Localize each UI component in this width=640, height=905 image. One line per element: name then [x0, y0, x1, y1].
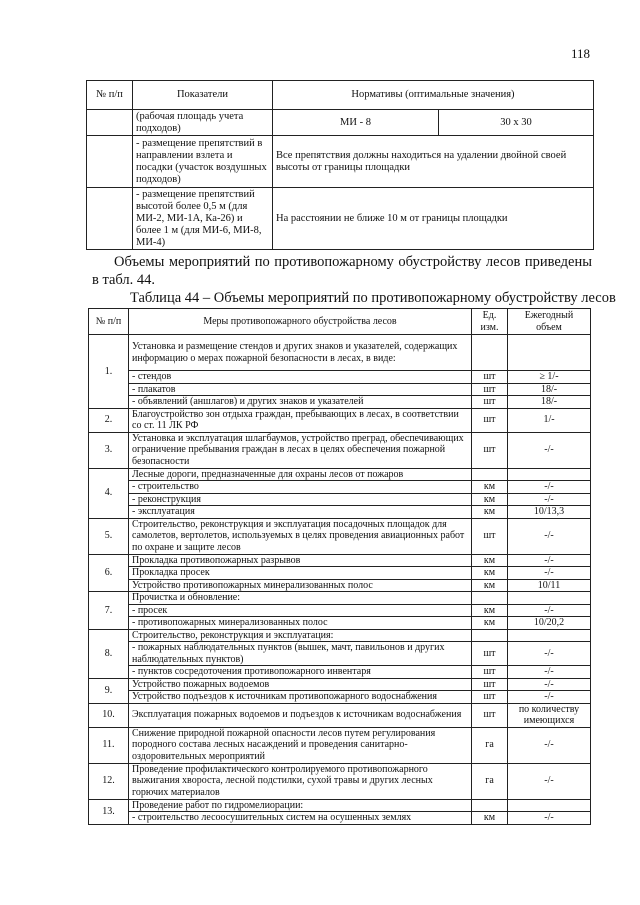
- volume: 1/-: [508, 408, 591, 432]
- row-number: 1.: [89, 335, 129, 409]
- row-number: 7.: [89, 592, 129, 630]
- unit: км: [472, 604, 508, 617]
- volume: -/-: [508, 518, 591, 554]
- header-indicators: Показатели: [133, 81, 273, 110]
- volume: -/-: [508, 691, 591, 704]
- table-row: [87, 136, 594, 188]
- volume: -/-: [508, 763, 591, 799]
- unit: шт: [472, 691, 508, 704]
- row-number: 6.: [89, 554, 129, 592]
- volume: 10/13,3: [508, 506, 591, 519]
- volume: -/-: [508, 493, 591, 506]
- volume: 10/11: [508, 579, 591, 592]
- volume: по количеству имеющихся: [508, 703, 591, 727]
- unit: га: [472, 727, 508, 763]
- table-row: [89, 666, 591, 679]
- volume: -/-: [508, 666, 591, 679]
- row-number: 9.: [89, 678, 129, 703]
- volume: -/-: [508, 678, 591, 691]
- unit: шт: [472, 703, 508, 727]
- table-row: [89, 383, 591, 396]
- table-row: [89, 481, 591, 494]
- volume: -/-: [508, 432, 591, 468]
- table-row: [89, 629, 591, 642]
- measure: - пожарных наблюдательных пунктов (вышек, мачт, павильонов и других наблюдательных пунктов): [129, 642, 472, 666]
- unit: км: [472, 554, 508, 567]
- volume: -/-: [508, 554, 591, 567]
- measure: - противопожарных минерализованных полос: [129, 617, 472, 630]
- row-number: 11.: [89, 727, 129, 763]
- norm-cell: МИ - 8: [273, 110, 439, 136]
- unit: км: [472, 812, 508, 825]
- row-label: - размещение препятствий в направлении взлета и посадки (участок воздушных подходов): [133, 136, 273, 188]
- table-header-row: [87, 81, 594, 110]
- table-row: [89, 518, 591, 554]
- table-row: [89, 396, 591, 409]
- row-label: - размещение препятствий высотой более 0,5 м (для МИ-2, МИ-1А, Ка-26) и более 1 м (для МИ-6, МИ-8, МИ-4): [133, 188, 273, 250]
- measure: - объявлений (аншлагов) и других знаков и указателей: [129, 396, 472, 409]
- measure: Строительство, реконструкция и эксплуатация:: [129, 629, 472, 642]
- table-row: [89, 592, 591, 605]
- unit: га: [472, 763, 508, 799]
- table-row: [89, 799, 591, 812]
- measure: Лесные дороги, предназначенные для охраны лесов от пожаров: [129, 468, 472, 481]
- volume: 18/-: [508, 396, 591, 409]
- volume: -/-: [508, 604, 591, 617]
- page-number: 118: [570, 46, 590, 61]
- measure: Прокладка просек: [129, 567, 472, 580]
- row-number: 12.: [89, 763, 129, 799]
- table-row: [89, 579, 591, 592]
- unit: км: [472, 493, 508, 506]
- volume: -/-: [508, 481, 591, 494]
- table-row: [89, 432, 591, 468]
- fire-measures-table: [88, 308, 591, 825]
- header-volume: Ежегодный объем: [508, 309, 591, 335]
- table-row: [89, 604, 591, 617]
- table-row: [89, 812, 591, 825]
- helipad-norms-table: [86, 80, 594, 250]
- volume: -/-: [508, 567, 591, 580]
- header-unit: Ед. изм.: [472, 309, 508, 335]
- row-number: 8.: [89, 629, 129, 678]
- header-number: № п/п: [87, 81, 133, 110]
- measure: Устройство противопожарных минерализованных полос: [129, 579, 472, 592]
- measure: - строительство лесоосушительных систем на осушенных землях: [129, 812, 472, 825]
- measure: - пунктов сосредоточения противопожарного инвентаря: [129, 666, 472, 679]
- unit: шт: [472, 678, 508, 691]
- measure: Снижение природной пожарной опасности лесов путем регулирования породного состава лесных насаждений и проведения санитарно-оздоровительных мероприятий: [129, 727, 472, 763]
- header-measures: Меры противопожарного обустройства лесов: [129, 309, 472, 335]
- row-number: 2.: [89, 408, 129, 432]
- row-number: 5.: [89, 518, 129, 554]
- measure: - реконструкция: [129, 493, 472, 506]
- measure: - плакатов: [129, 383, 472, 396]
- row-number: 13.: [89, 799, 129, 824]
- unit: шт: [472, 666, 508, 679]
- volume: -/-: [508, 727, 591, 763]
- measure: Строительство, реконструкция и эксплуатация посадочных площадок для самолетов, вертолетов, используемых в целях проведения авиационных работ по охране и защите лесов: [129, 518, 472, 554]
- table-caption: Таблица 44 – Объемы мероприятий по противопожарному обустройству лесов: [130, 290, 616, 306]
- norm-cell: Все препятствия должны находиться на удалении двойной своей высоты от границы площадки: [273, 136, 594, 188]
- unit: шт: [472, 408, 508, 432]
- row-label: (рабочая площадь учета подходов): [133, 110, 273, 136]
- table-row: [89, 554, 591, 567]
- measure: Благоустройство зон отдыха граждан, пребывающих в лесах, в соответствии со ст. 11 ЛК РФ: [129, 408, 472, 432]
- unit: шт: [472, 642, 508, 666]
- table-row: [89, 408, 591, 432]
- table-row: [89, 703, 591, 727]
- volume: -/-: [508, 812, 591, 825]
- header-number: № п/п: [89, 309, 129, 335]
- row-number: 3.: [89, 432, 129, 468]
- table-row: [89, 642, 591, 666]
- unit: км: [472, 481, 508, 494]
- table-row: [89, 493, 591, 506]
- norm-cell: На расстоянии не ближе 10 м от границы площадки: [273, 188, 594, 250]
- measure: - строительство: [129, 481, 472, 494]
- table-row: [89, 371, 591, 384]
- norm-cell: 30 х 30: [439, 110, 594, 136]
- volume: 10/20,2: [508, 617, 591, 630]
- unit: шт: [472, 371, 508, 384]
- volume: ≥ 1/-: [508, 371, 591, 384]
- measure: Проведение работ по гидромелиорации:: [129, 799, 472, 812]
- table-row: [89, 617, 591, 630]
- header-norms: Нормативы (оптимальные значения): [273, 81, 594, 110]
- unit: км: [472, 567, 508, 580]
- measure: Эксплуатация пожарных водоемов и подъездов к источникам водоснабжения: [129, 703, 472, 727]
- table-row: [89, 727, 591, 763]
- table-row: [87, 110, 594, 136]
- measure: Прочистка и обновление:: [129, 592, 472, 605]
- volume: 18/-: [508, 383, 591, 396]
- unit: км: [472, 617, 508, 630]
- volume: -/-: [508, 642, 591, 666]
- table-row: [89, 506, 591, 519]
- measure: Установка и эксплуатация шлагбаумов, устройство преград, обеспечивающих ограничение пребывания граждан в лесах в целях обеспечения пожарной безопасности: [129, 432, 472, 468]
- table-row: [89, 567, 591, 580]
- measure: Устройство пожарных водоемов: [129, 678, 472, 691]
- measure: - эксплуатация: [129, 506, 472, 519]
- measure: Проведение профилактического контролируемого противопожарного выжигания хвороста, лесной подстилки, сухой травы и других лесных горючих материалов: [129, 763, 472, 799]
- table-row: [89, 468, 591, 481]
- table-row: [87, 188, 594, 250]
- measure: Установка и размещение стендов и других знаков и указателей, содержащих информацию о мерах пожарной безопасности в лесах, в виде:: [129, 335, 472, 371]
- unit: шт: [472, 383, 508, 396]
- table-header-row: [89, 309, 591, 335]
- measure: Устройство подъездов к источникам противопожарного водоснабжения: [129, 691, 472, 704]
- row-number: 10.: [89, 703, 129, 727]
- table-row: [89, 678, 591, 691]
- unit: шт: [472, 432, 508, 468]
- measure: - стендов: [129, 371, 472, 384]
- table-row: [89, 691, 591, 704]
- unit: км: [472, 506, 508, 519]
- measure: - просек: [129, 604, 472, 617]
- table-row: [89, 335, 591, 371]
- table-row: [89, 763, 591, 799]
- measure: Прокладка противопожарных разрывов: [129, 554, 472, 567]
- unit: км: [472, 579, 508, 592]
- intro-paragraph: Объемы мероприятий по противопожарному обустройству лесов приведены в табл. 44.: [92, 254, 592, 288]
- unit: шт: [472, 396, 508, 409]
- unit: шт: [472, 518, 508, 554]
- row-number: 4.: [89, 468, 129, 518]
